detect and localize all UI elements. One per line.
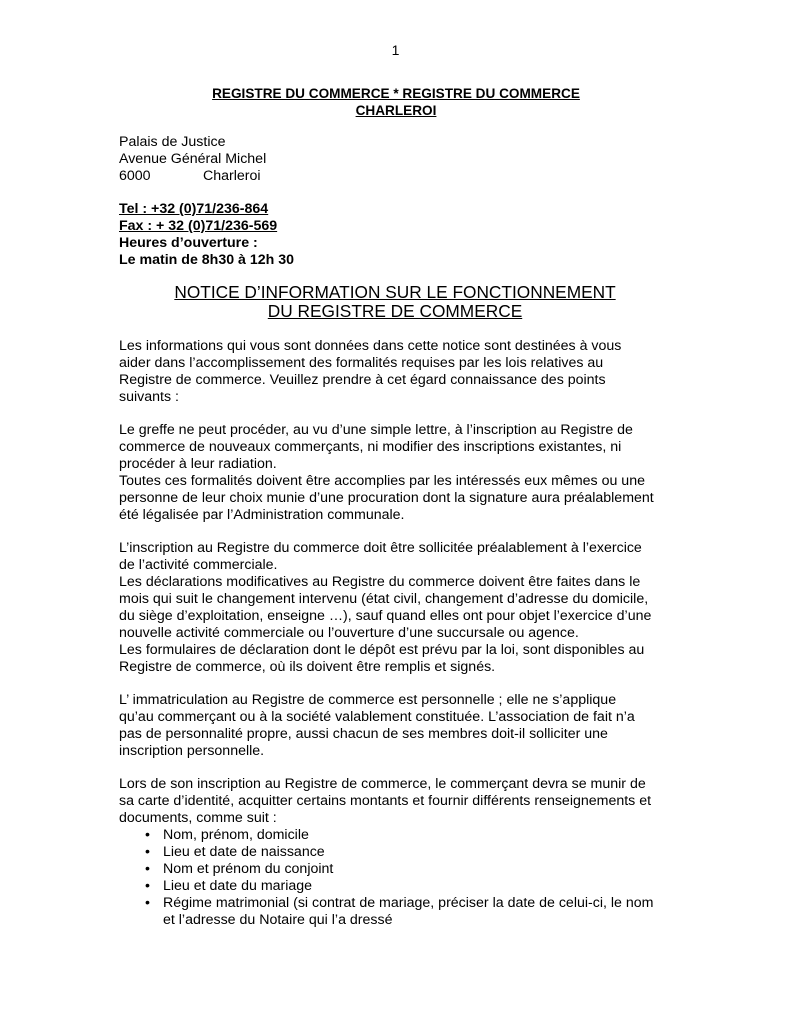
bullet-icon: • xyxy=(145,895,150,911)
paragraph-line: Les formulaires de déclaration dont le dépôt est prévu par la loi, sont disponibles au xyxy=(119,642,645,658)
city: Charleroi xyxy=(203,168,261,184)
paragraph xyxy=(119,338,679,406)
list-item xyxy=(119,861,679,878)
bullet-icon: • xyxy=(145,827,150,843)
paragraph-line: L’ immatriculation au Registre de commerce est personnelle ; elle ne s’applique xyxy=(119,692,617,708)
paragraph-line: qu’au commerçant ou à la société valablement constituée. L’association de fait n’a xyxy=(119,709,635,725)
paragraph-line: Lors de son inscription au Registre de commerce, le commerçant devra se munir de xyxy=(119,776,646,792)
paragraph-line: suivants : xyxy=(119,389,179,405)
paragraph-line: L’inscription au Registre du commerce doit être sollicitée préalablement à l’exercice xyxy=(119,540,642,556)
address-line2: Avenue Général Michel xyxy=(119,151,267,167)
paragraph xyxy=(119,540,679,676)
paragraph-line: commerce de nouveaux commerçants, ni modifier des inscriptions existantes, ni xyxy=(119,439,622,455)
bullet-icon: • xyxy=(145,844,150,860)
paragraph-line: Registre de commerce. Veuillez prendre à cet égard connaissance des points xyxy=(119,372,606,388)
paragraph-line: pas de personnalité propre, aussi chacun de ses membres doit-il solliciter une xyxy=(119,726,608,742)
paragraph-line: été légalisée par l’Administration communale. xyxy=(119,507,405,523)
address-line1: Palais de Justice xyxy=(119,134,226,150)
paragraph xyxy=(119,692,679,760)
paragraph-line: nouvelle activité commerciale ou l’ouverture d’une succursale ou agence. xyxy=(119,625,579,641)
registry-header-line1: REGISTRE DU COMMERCE * REGISTRE DU COMMERCE xyxy=(212,86,580,101)
list-item xyxy=(119,827,679,844)
paragraph-line: de l’activité commerciale. xyxy=(119,557,278,573)
list-item xyxy=(119,895,679,929)
document-body xyxy=(119,85,679,929)
page-number: 1 xyxy=(391,42,400,58)
list-item xyxy=(119,844,679,861)
opening-hours: Le matin de 8h30 à 12h 30 xyxy=(119,252,295,268)
paragraph-line: sa carte d’identité, acquitter certains montants et fournir différents renseignements et xyxy=(119,793,652,809)
paragraph-line: Toutes ces formalités doivent être accomplies par les intéressés eux mêmes ou une xyxy=(119,473,645,489)
opening-hours-label: Heures d’ouverture : xyxy=(119,235,258,251)
notice-title xyxy=(111,283,679,321)
paragraph-line: Les informations qui vous sont données dans cette notice sont destinées à vous xyxy=(119,338,622,354)
paragraph-line: mois qui suit le changement intervenu (état civil, changement d’adresse du domicile, xyxy=(119,591,649,607)
notice-title-line1: NOTICE D’INFORMATION SUR LE FONCTIONNEMENT xyxy=(174,282,616,302)
list-item xyxy=(119,878,679,895)
list-item-text: Lieu et date du mariage xyxy=(163,878,313,894)
address-block xyxy=(119,134,679,185)
list-item-text: Nom, prénom, domicile xyxy=(163,827,309,843)
address-city-line xyxy=(119,168,679,185)
notice-title-line2: DU REGISTRE DE COMMERCE xyxy=(267,301,523,321)
list-item-text: Lieu et date de naissance xyxy=(163,844,325,860)
paragraph xyxy=(119,776,679,827)
required-documents-list xyxy=(119,827,679,929)
paragraph-line: aider dans l’accomplissement des formalités requises par les lois relatives au xyxy=(119,355,604,371)
list-item-text: Régime matrimonial (si contrat de mariage, préciser la date de celui-ci, le nom xyxy=(163,895,654,911)
bullet-icon: • xyxy=(145,878,150,894)
paragraph-line: documents, comme suit : xyxy=(119,810,277,826)
contact-block xyxy=(119,201,679,269)
postcode: 6000 xyxy=(119,168,151,184)
paragraph-line: personne de leur choix munie d’une procuration dont la signature aura préalablement xyxy=(119,490,654,506)
paragraph xyxy=(119,422,679,524)
list-item-text: et l’adresse du Notaire qui l’a dressé xyxy=(163,912,393,928)
telephone: Tel : +32 (0)71/236-864 xyxy=(119,201,269,217)
bullet-icon: • xyxy=(145,861,150,877)
paragraph-line: Le greffe ne peut procéder, au vu d’une simple lettre, à l’inscription au Registre de xyxy=(119,422,633,438)
registry-header-line2: CHARLEROI xyxy=(355,103,437,118)
paragraph-line: Registre de commerce, où ils doivent être remplis et signés. xyxy=(119,659,496,675)
fax: Fax : + 32 (0)71/236-569 xyxy=(119,218,278,234)
paragraph-line: procéder à leur radiation. xyxy=(119,456,277,472)
paragraph-line: du siège d’exploitation, enseigne …), sauf quand elles ont pour objet l’exercice d’une xyxy=(119,608,652,624)
list-item-text: Nom et prénom du conjoint xyxy=(163,861,334,877)
paragraph-line: inscription personnelle. xyxy=(119,743,265,759)
paragraph-line: Les déclarations modificatives au Registre du commerce doivent être faites dans le xyxy=(119,574,641,590)
paragraphs xyxy=(119,338,679,827)
